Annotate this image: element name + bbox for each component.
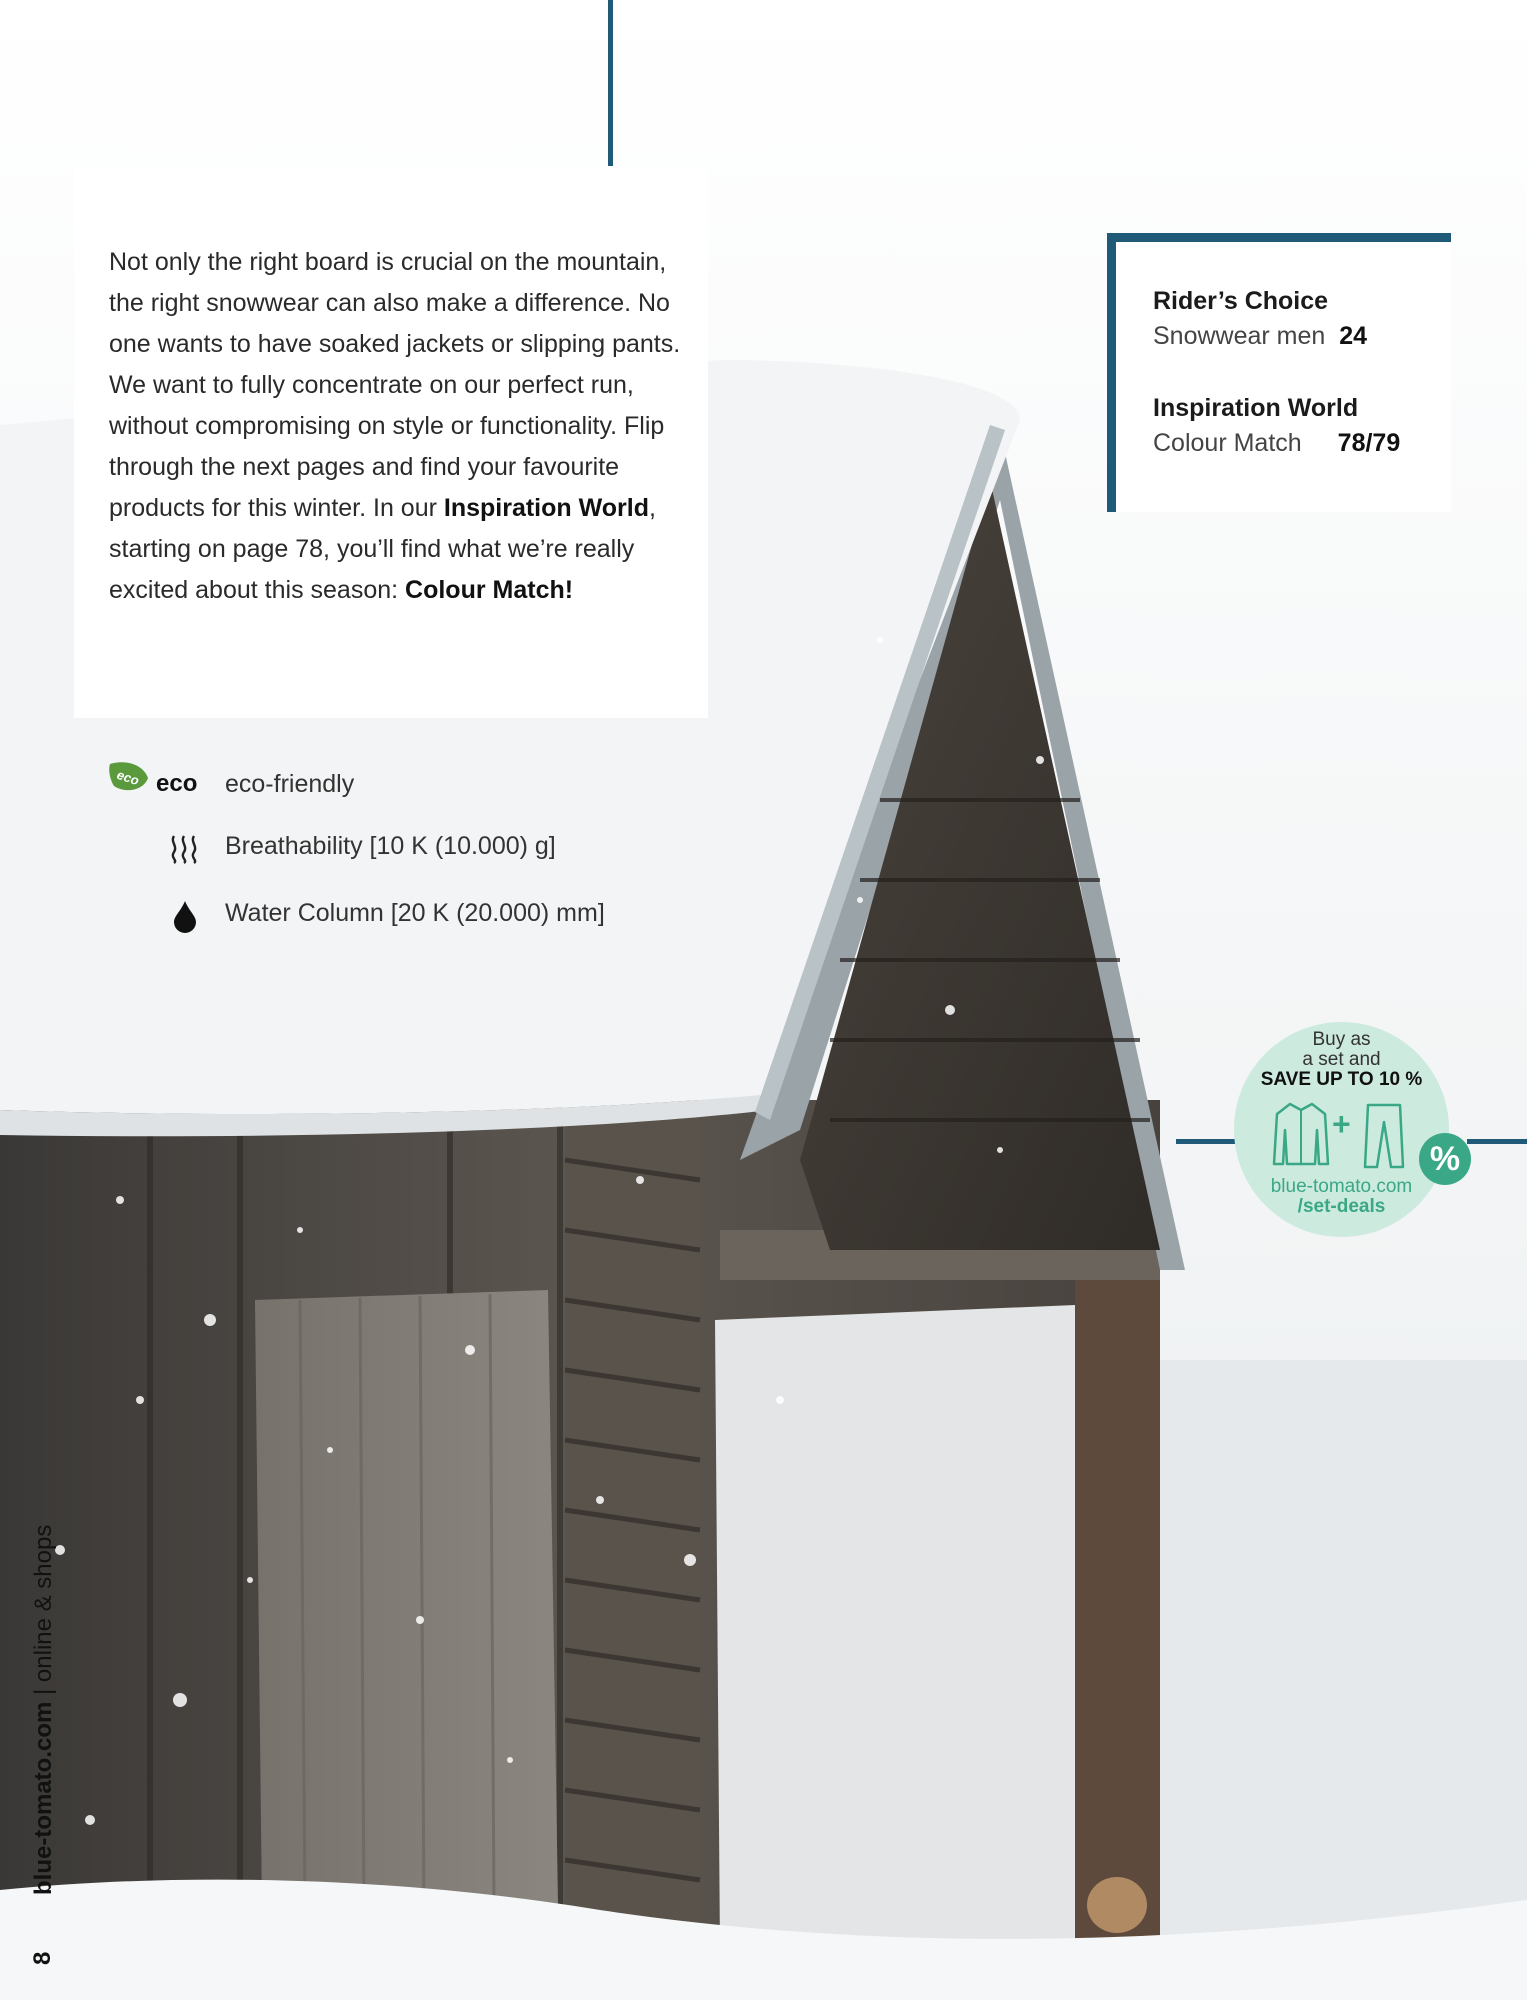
intro-text-2: , starting on page 78, you’ll find what we’re really excited about this season: (109, 494, 656, 604)
toc-section-inspiration-world (1153, 391, 1451, 461)
contents-box (1107, 233, 1451, 512)
top-accent-line (608, 0, 613, 166)
colour-match-text: Colour Match! (405, 576, 574, 604)
toc-page-number: 78/79 (1337, 429, 1401, 457)
eco-word: eco (156, 770, 198, 797)
percent-badge: % (1419, 1133, 1471, 1185)
toc-heading: Rider’s Choice (1153, 287, 1329, 315)
intro-text: Not only the right board is crucial on the mountain, the right snowwear can also make a difference. No one wants to have soaked jackets or slipping pants. We want to fully concentrate on our perfect run, without compromising on style or functionality. Flip through the next pages and find your favourite products for this winter. In our (109, 248, 681, 522)
intro-paragraph (109, 242, 699, 611)
deal-connector-right (1467, 1139, 1527, 1144)
drop-icon (172, 899, 198, 933)
side-footer (30, 1525, 58, 1895)
toc-page-number: 24 (1339, 322, 1368, 350)
footer-rest: | online & shops (30, 1524, 57, 1702)
toc-heading: Inspiration World (1153, 394, 1359, 422)
pants-icon (1362, 1102, 1406, 1170)
eco-label: eco-friendly (225, 770, 355, 798)
set-deal-badge[interactable] (1234, 1022, 1449, 1237)
deal-connector-left (1176, 1139, 1236, 1144)
toc-entry[interactable] (1153, 318, 1451, 354)
toc-section-riders-choice (1153, 284, 1451, 354)
leaf-icon (108, 760, 150, 794)
deal-line-3: SAVE UP TO 10 % (1260, 1069, 1423, 1090)
toc-item-label: Snowwear men (1153, 322, 1326, 350)
breathability-label: Breathability [10 K (10.000) g] (225, 832, 556, 860)
toc-entry[interactable] (1153, 425, 1451, 461)
wavy-lines-icon (168, 834, 200, 864)
site-name[interactable]: blue-tomato.com (30, 1701, 57, 1895)
deal-line-1: Buy as (1312, 1029, 1371, 1050)
eco-badge-text: eco (115, 766, 142, 789)
jacket-icon (1270, 1100, 1332, 1170)
deal-line-2: a set and (1302, 1049, 1381, 1070)
intro-text-box (74, 166, 708, 718)
deal-url-domain[interactable]: blue-tomato.com (1270, 1176, 1413, 1197)
plus-sign: + (1332, 1106, 1351, 1142)
page-number: 8 (29, 1951, 56, 1965)
water-column-label: Water Column [20 K (20.000) mm] (225, 899, 605, 927)
deal-url-path[interactable]: /set-deals (1297, 1196, 1386, 1217)
toc-item-label: Colour Match (1153, 429, 1302, 457)
inspiration-world-link-text: Inspiration World (443, 494, 649, 522)
